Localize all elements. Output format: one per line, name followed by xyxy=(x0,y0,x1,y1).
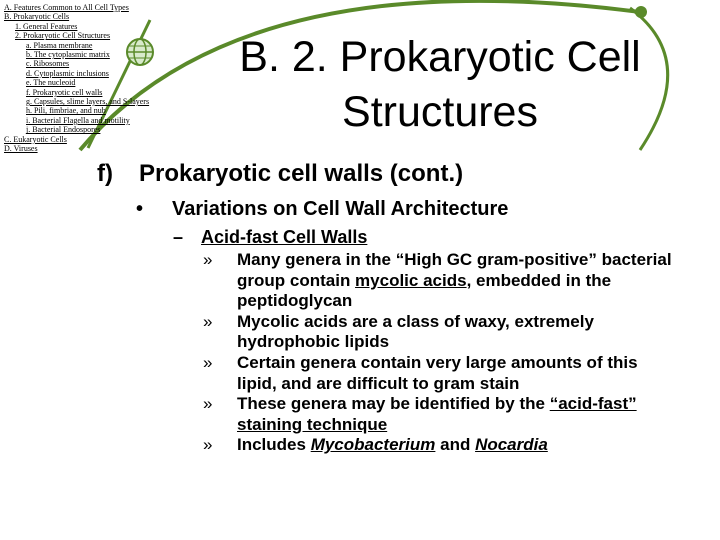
point-text xyxy=(237,394,673,435)
point-text-part: Includes xyxy=(237,435,311,455)
point-marker: » xyxy=(203,435,213,455)
slide-title-line2: Structures xyxy=(342,88,538,136)
heading-marker: f) xyxy=(97,160,113,187)
outline-link-viruses[interactable]: D. Viruses xyxy=(4,144,38,154)
acid-fast-technique: “acid-fast” staining technique xyxy=(237,394,637,434)
point-text xyxy=(237,250,673,312)
nocardia-name: Nocardia xyxy=(475,435,548,455)
point-text: Mycolic acids are a class of waxy, extremely hydrophobic lipids xyxy=(237,311,594,352)
subheading-text: Acid-fast Cell Walls xyxy=(201,227,368,247)
outline-link-pili[interactable]: h. Pili, fimbriae, and nub xyxy=(26,106,106,116)
point-text-part: , embedded in the peptidoglycan xyxy=(237,270,612,311)
point-text: Certain genera contain very large amounts of this lipid, and are difficult to gram stain xyxy=(237,352,638,393)
point-marker: » xyxy=(203,394,213,414)
outline-link-general-features[interactable]: 1. General Features xyxy=(15,21,78,31)
slide-title-line1: B. 2. Prokaryotic Cell xyxy=(239,33,641,81)
point-text-part: Many genera in the “High GC gram-positive” bacterial group contain xyxy=(237,250,672,290)
point-item xyxy=(203,394,673,435)
points-list xyxy=(203,250,673,456)
point-text-part: These genera may be identified by the xyxy=(237,394,550,414)
outline-link-nucleoid[interactable]: e. The nucleoid xyxy=(26,78,76,88)
bullet-marker: • xyxy=(136,198,144,220)
arc-end-dot xyxy=(635,6,647,18)
outline-link-prokaryotic-cells[interactable]: B. Prokaryotic Cells xyxy=(4,12,70,22)
point-item xyxy=(203,435,673,456)
outline-link-prokaryotic-structures[interactable]: 2. Prokaryotic Cell Structures xyxy=(15,31,111,41)
point-item xyxy=(203,312,673,353)
outline-link-flagella[interactable]: i. Bacterial Flagella and motility xyxy=(26,115,130,125)
outline-link-cell-walls[interactable]: f. Prokaryotic cell walls xyxy=(26,87,103,97)
section-heading xyxy=(97,160,463,188)
outline-link-plasma-membrane[interactable]: a. Plasma membrane xyxy=(26,40,93,50)
outline-link-features-common[interactable]: A. Features Common to All Cell Types xyxy=(4,3,129,12)
subheading-marker: – xyxy=(173,227,184,247)
outline-link-capsules[interactable]: g. Capsules, slime layers, and S-layers xyxy=(26,97,150,107)
heading-text: Prokaryotic cell walls (cont.) xyxy=(139,160,464,187)
outline-link-cytoplasmic-matrix[interactable]: b. The cytoplasmic matrix xyxy=(26,50,110,60)
point-marker: » xyxy=(203,352,213,372)
outline-link-inclusions[interactable]: d. Cytoplasmic inclusions xyxy=(26,68,109,78)
point-marker: » xyxy=(203,250,213,269)
outline-link-endospores[interactable]: j. Bacterial Endospores xyxy=(26,125,101,135)
mycolic-acids-link: mycolic acids xyxy=(355,270,467,290)
point-text xyxy=(237,435,673,456)
point-text-part: and xyxy=(435,435,476,455)
subheading xyxy=(173,227,367,248)
slide-title xyxy=(170,30,710,140)
bullet-item xyxy=(136,198,508,221)
outline-link-eukaryotic-cells[interactable]: C. Eukaryotic Cells xyxy=(4,134,67,144)
point-marker: » xyxy=(203,311,213,331)
point-item xyxy=(203,250,673,312)
outline-nav xyxy=(4,3,149,154)
mycobacterium-name: Mycobacterium xyxy=(310,435,436,455)
point-item xyxy=(203,353,673,394)
outline-link-ribosomes[interactable]: c. Ribosomes xyxy=(26,59,70,69)
bullet-text: Variations on Cell Wall Architecture xyxy=(172,198,509,220)
